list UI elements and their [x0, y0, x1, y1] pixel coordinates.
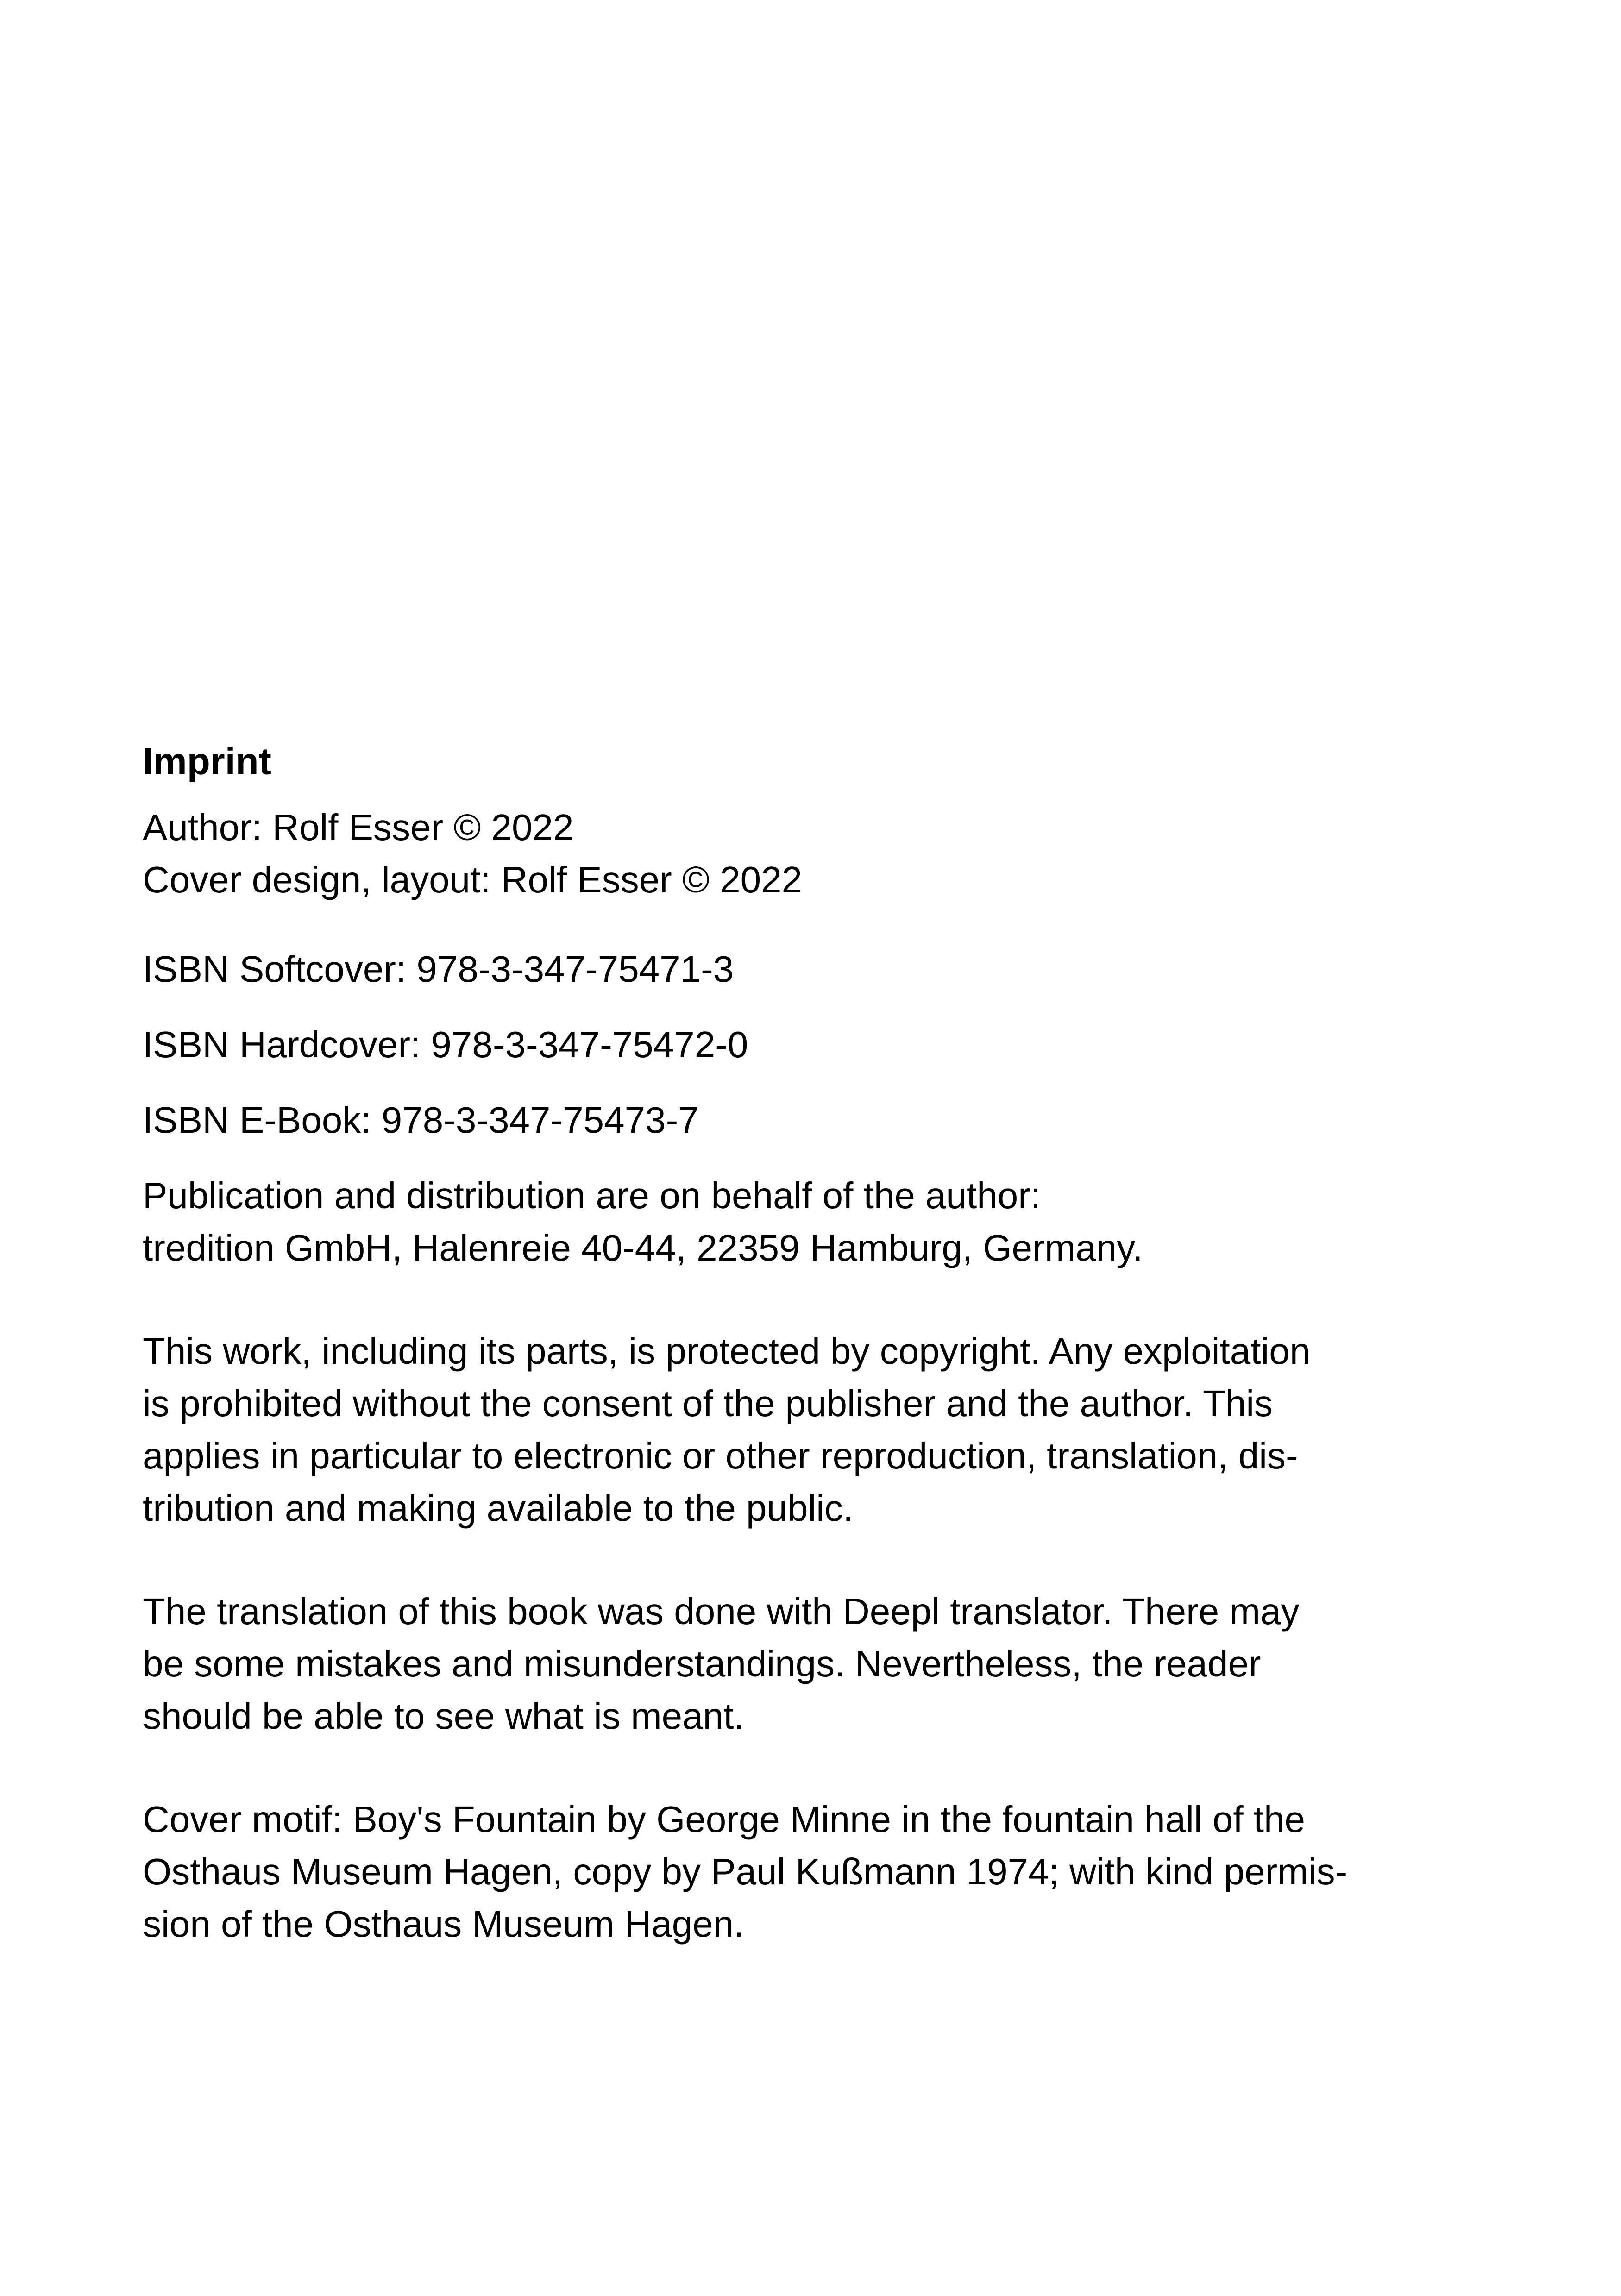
imprint-heading: Imprint: [143, 740, 271, 783]
credits-block: [143, 801, 1463, 906]
author-credit: Author: Rolf Esser © 2022: [143, 807, 574, 848]
publication-block: [143, 1169, 1463, 1274]
cover-design-credit: Cover design, layout: Rolf Esser © 2022: [143, 859, 803, 900]
isbn-hardcover: ISBN Hardcover: 978-3-347-75472-0: [143, 1024, 748, 1065]
copyright-block: [143, 1325, 1463, 1534]
translation-line: The translation of this book was done with Deepl translator. There may: [143, 1591, 1300, 1632]
copyright-line: tribution and making available to the public.: [143, 1487, 854, 1529]
cover-motif-line: sion of the Osthaus Museum Hagen.: [143, 1903, 744, 1945]
translation-line: should be able to see what is meant.: [143, 1695, 744, 1737]
spacer: [143, 1274, 1463, 1325]
isbn-softcover: ISBN Softcover: 978-3-347-75471-3: [143, 948, 734, 990]
isbn-ebook: ISBN E-Book: 978-3-347-75473-7: [143, 1099, 699, 1141]
spacer: [143, 1534, 1463, 1585]
publisher-address: tredition GmbH, Halenreie 40-44, 22359 Hamburg, Germany.: [143, 1227, 1143, 1268]
translation-block: [143, 1585, 1463, 1742]
copyright-line: This work, including its parts, is protected by copyright. Any exploitation: [143, 1330, 1311, 1372]
copyright-line: is prohibited without the consent of the publisher and the author. This: [143, 1383, 1273, 1424]
copyright-line: applies in particular to electronic or other reproduction, translation, dis-: [143, 1435, 1298, 1476]
cover-motif-block: [143, 1793, 1463, 1950]
spacer: [143, 906, 1463, 943]
publication-line: Publication and distribution are on behalf of the author:: [143, 1175, 1041, 1216]
imprint-content: [143, 736, 1463, 1950]
isbn-block: [143, 943, 1463, 1169]
cover-motif-line: Cover motif: Boy's Fountain by George Minne in the fountain hall of the: [143, 1799, 1305, 1840]
translation-line: be some mistakes and misunderstandings. Nevertheless, the reader: [143, 1643, 1261, 1684]
spacer: [143, 1742, 1463, 1793]
cover-motif-line: Osthaus Museum Hagen, copy by Paul Kußmann 1974; with kind permis-: [143, 1851, 1348, 1892]
